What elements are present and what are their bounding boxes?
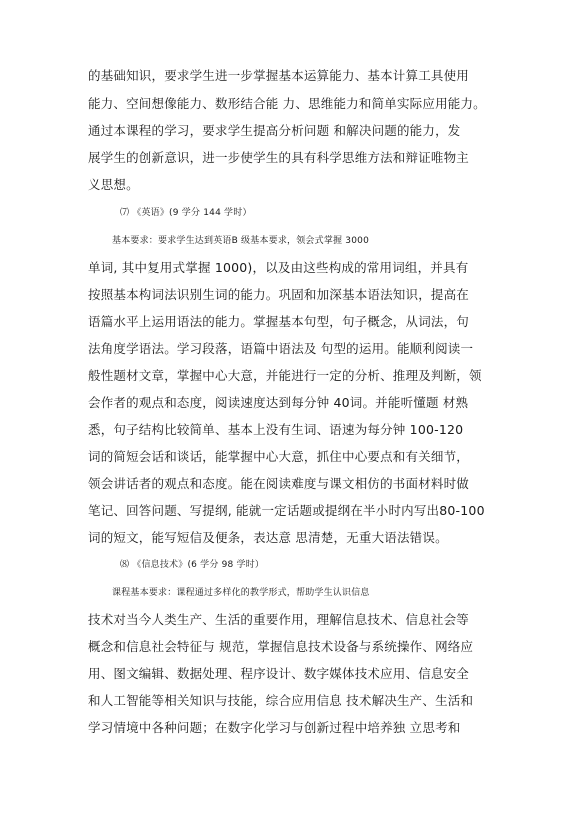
text-line: 课程基本要求：课程通过多样化的教学形式，帮助学生认识信息 — [112, 588, 370, 598]
text-line: 语篇水平上运用语法的能力。掌握基本句型，句子概念，从词法，句 — [88, 314, 470, 329]
text-line: 按照基本构词法识别生词的能力。巩固和加深基本语法知识，提高在 — [88, 287, 470, 302]
text-line: 悉，句子结构比较简单、基本上没有生词、语速为每分钟 100-120 — [88, 422, 464, 437]
text-line: 能力、空间想像能力、数形结合能 力、思维能力和简单实际应用能力。 — [88, 96, 486, 111]
text-line: 义思想。 — [88, 177, 139, 192]
text-line: 单词, 其中复用式掌握 1000)，以及由这些构成的常用词组，并具有 — [88, 260, 469, 275]
text-line: 基本要求：要求学生达到英语B 级基本要求，领会式掌握 3000 — [112, 236, 370, 246]
text-line: 的基础知识，要求学生进一步掌握基本运算能力、基本计算工具使用 — [88, 68, 470, 83]
text-line: 般性题材文章，掌握中心大意，并能进行一定的分析、推理及判断，领 — [88, 368, 482, 383]
text-line: 会作者的观点和态度，阅读速度达到每分钟 40词。并能听懂题 材熟 — [88, 395, 469, 410]
text-line: 法角度学语法。学习段落，语篇中语法及 句型的运用。能顺利阅读一 — [88, 341, 474, 356]
section-heading-english: ⑺ 《英语》(9 学分 144 学时） — [120, 208, 252, 218]
text-line: 词的简短会话和谈话，能掌握中心大意，抓住中心要点和有关细节， — [88, 449, 470, 464]
text-line: 概念和信息社会特征与 规范，掌握信息技术设备与系统操作、网络应 — [88, 639, 474, 654]
text-line: 词的短文，能写短信及便条，表达意 思清楚，无重大语法错误。 — [88, 530, 448, 545]
text-line: 展学生的创新意识，进一步使学生的具有科学思维方法和辩证唯物主 — [88, 150, 470, 165]
text-line: 用、图文编辑、数据处理、程序设计、数字媒体技术应用、信息安全 — [88, 666, 470, 681]
text-line: 领会讲话者的观点和态度。能在阅读难度与课文相仿的书面材料时做 — [88, 476, 470, 491]
text-line: 和人工智能等相关知识与技能，综合应用信息 技术解决生产、生活和 — [88, 693, 474, 708]
section-heading-it: ⑻ 《信息技术》(6 学分 98 学时） — [120, 560, 265, 570]
text-line: 技术对当今人类生产、生活的重要作用，理解信息技术、信息社会等 — [88, 612, 470, 627]
text-line: 通过本课程的学习，要求学生提高分析问题 和解决问题的能力，发 — [88, 123, 461, 138]
text-line: 学习情境中各种问题；在数字化学习与创新过程中培养独 立思考和 — [88, 720, 461, 735]
text-line: 笔记、回答问题、写提纲, 能就一定话题或提纲在半小时内写出80-100 — [88, 503, 485, 518]
